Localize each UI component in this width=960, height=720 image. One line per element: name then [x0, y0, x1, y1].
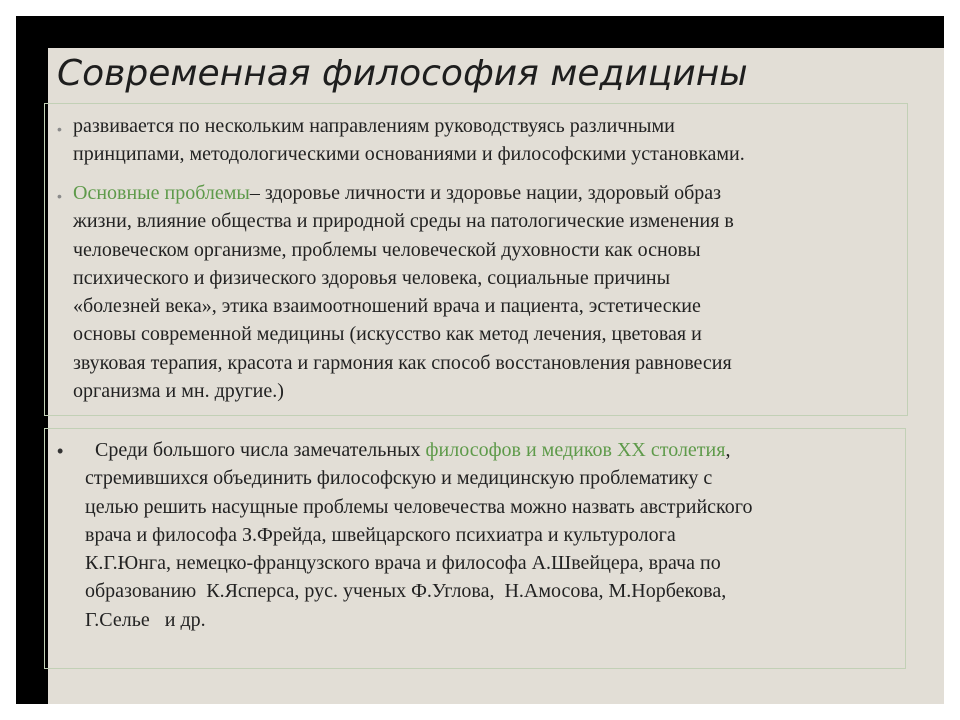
- text-fragment: Среди большого числа замечательных: [85, 439, 426, 461]
- text-line: [85, 436, 752, 464]
- text-line: «болезней века», этика взаимоотношений врача и пациента, эстетические: [73, 295, 701, 318]
- text-line: развивается по нескольким направлениям руководствуясь различными: [73, 115, 675, 137]
- text-line: К.Г.Юнга, немецко-французского врача и философа А.Швейцера, врача по: [85, 552, 721, 575]
- text-fragment: ,: [725, 439, 731, 461]
- text-line: принципами, методологическими основаниями и философскими установками.: [73, 143, 745, 166]
- highlight-philosophers: философов и медиков XX столетия: [425, 439, 726, 461]
- text-line: [73, 179, 734, 207]
- bullet-icon: •: [57, 188, 62, 204]
- bullet-item-main-problems: [57, 179, 734, 405]
- content-box-philosophers: [44, 428, 906, 669]
- text-line: Г.Селье и др.: [85, 608, 206, 631]
- bullet-icon: •: [57, 121, 62, 137]
- text-line: жизни, влияние общества и природной среды на патологические изменения в: [73, 210, 734, 233]
- content-box-problems: [44, 103, 908, 416]
- highlight-main-problems: Основные проблемы: [73, 182, 250, 204]
- text-fragment: – здоровье личности и здоровье нации, здоровый образ: [249, 182, 722, 204]
- bullet-icon: •: [57, 441, 64, 461]
- text-line: врача и философа З.Фрейда, швейцарского психиатра и культуролога: [85, 523, 676, 546]
- text-line: звуковая терапия, красота и гармония как способ восстановления равновесия: [73, 351, 732, 374]
- text-line: основы современной медицины (искусство как метод лечения, цветовая и: [73, 323, 702, 346]
- text-line: человеческом организме, проблемы человеческой духовности как основы: [73, 238, 701, 261]
- bullet-item-philosophers: [57, 436, 753, 634]
- bullet-item-directions: [57, 112, 745, 169]
- slide-title: Современная философия медицины: [57, 53, 748, 94]
- text-line: психического и физического здоровья человека, социальные причины: [73, 266, 671, 289]
- text-line: организма и мн. другие.): [73, 380, 284, 403]
- text-line: целью решить насущные проблемы человечества можно назвать австрийского: [85, 495, 753, 518]
- text-line: стремившихся объединить философскую и медицинскую проблематику с: [85, 467, 713, 490]
- text-line: образованию К.Ясперса, рус. ученых Ф.Углова, Н.Амосова, М.Норбекова,: [85, 580, 727, 603]
